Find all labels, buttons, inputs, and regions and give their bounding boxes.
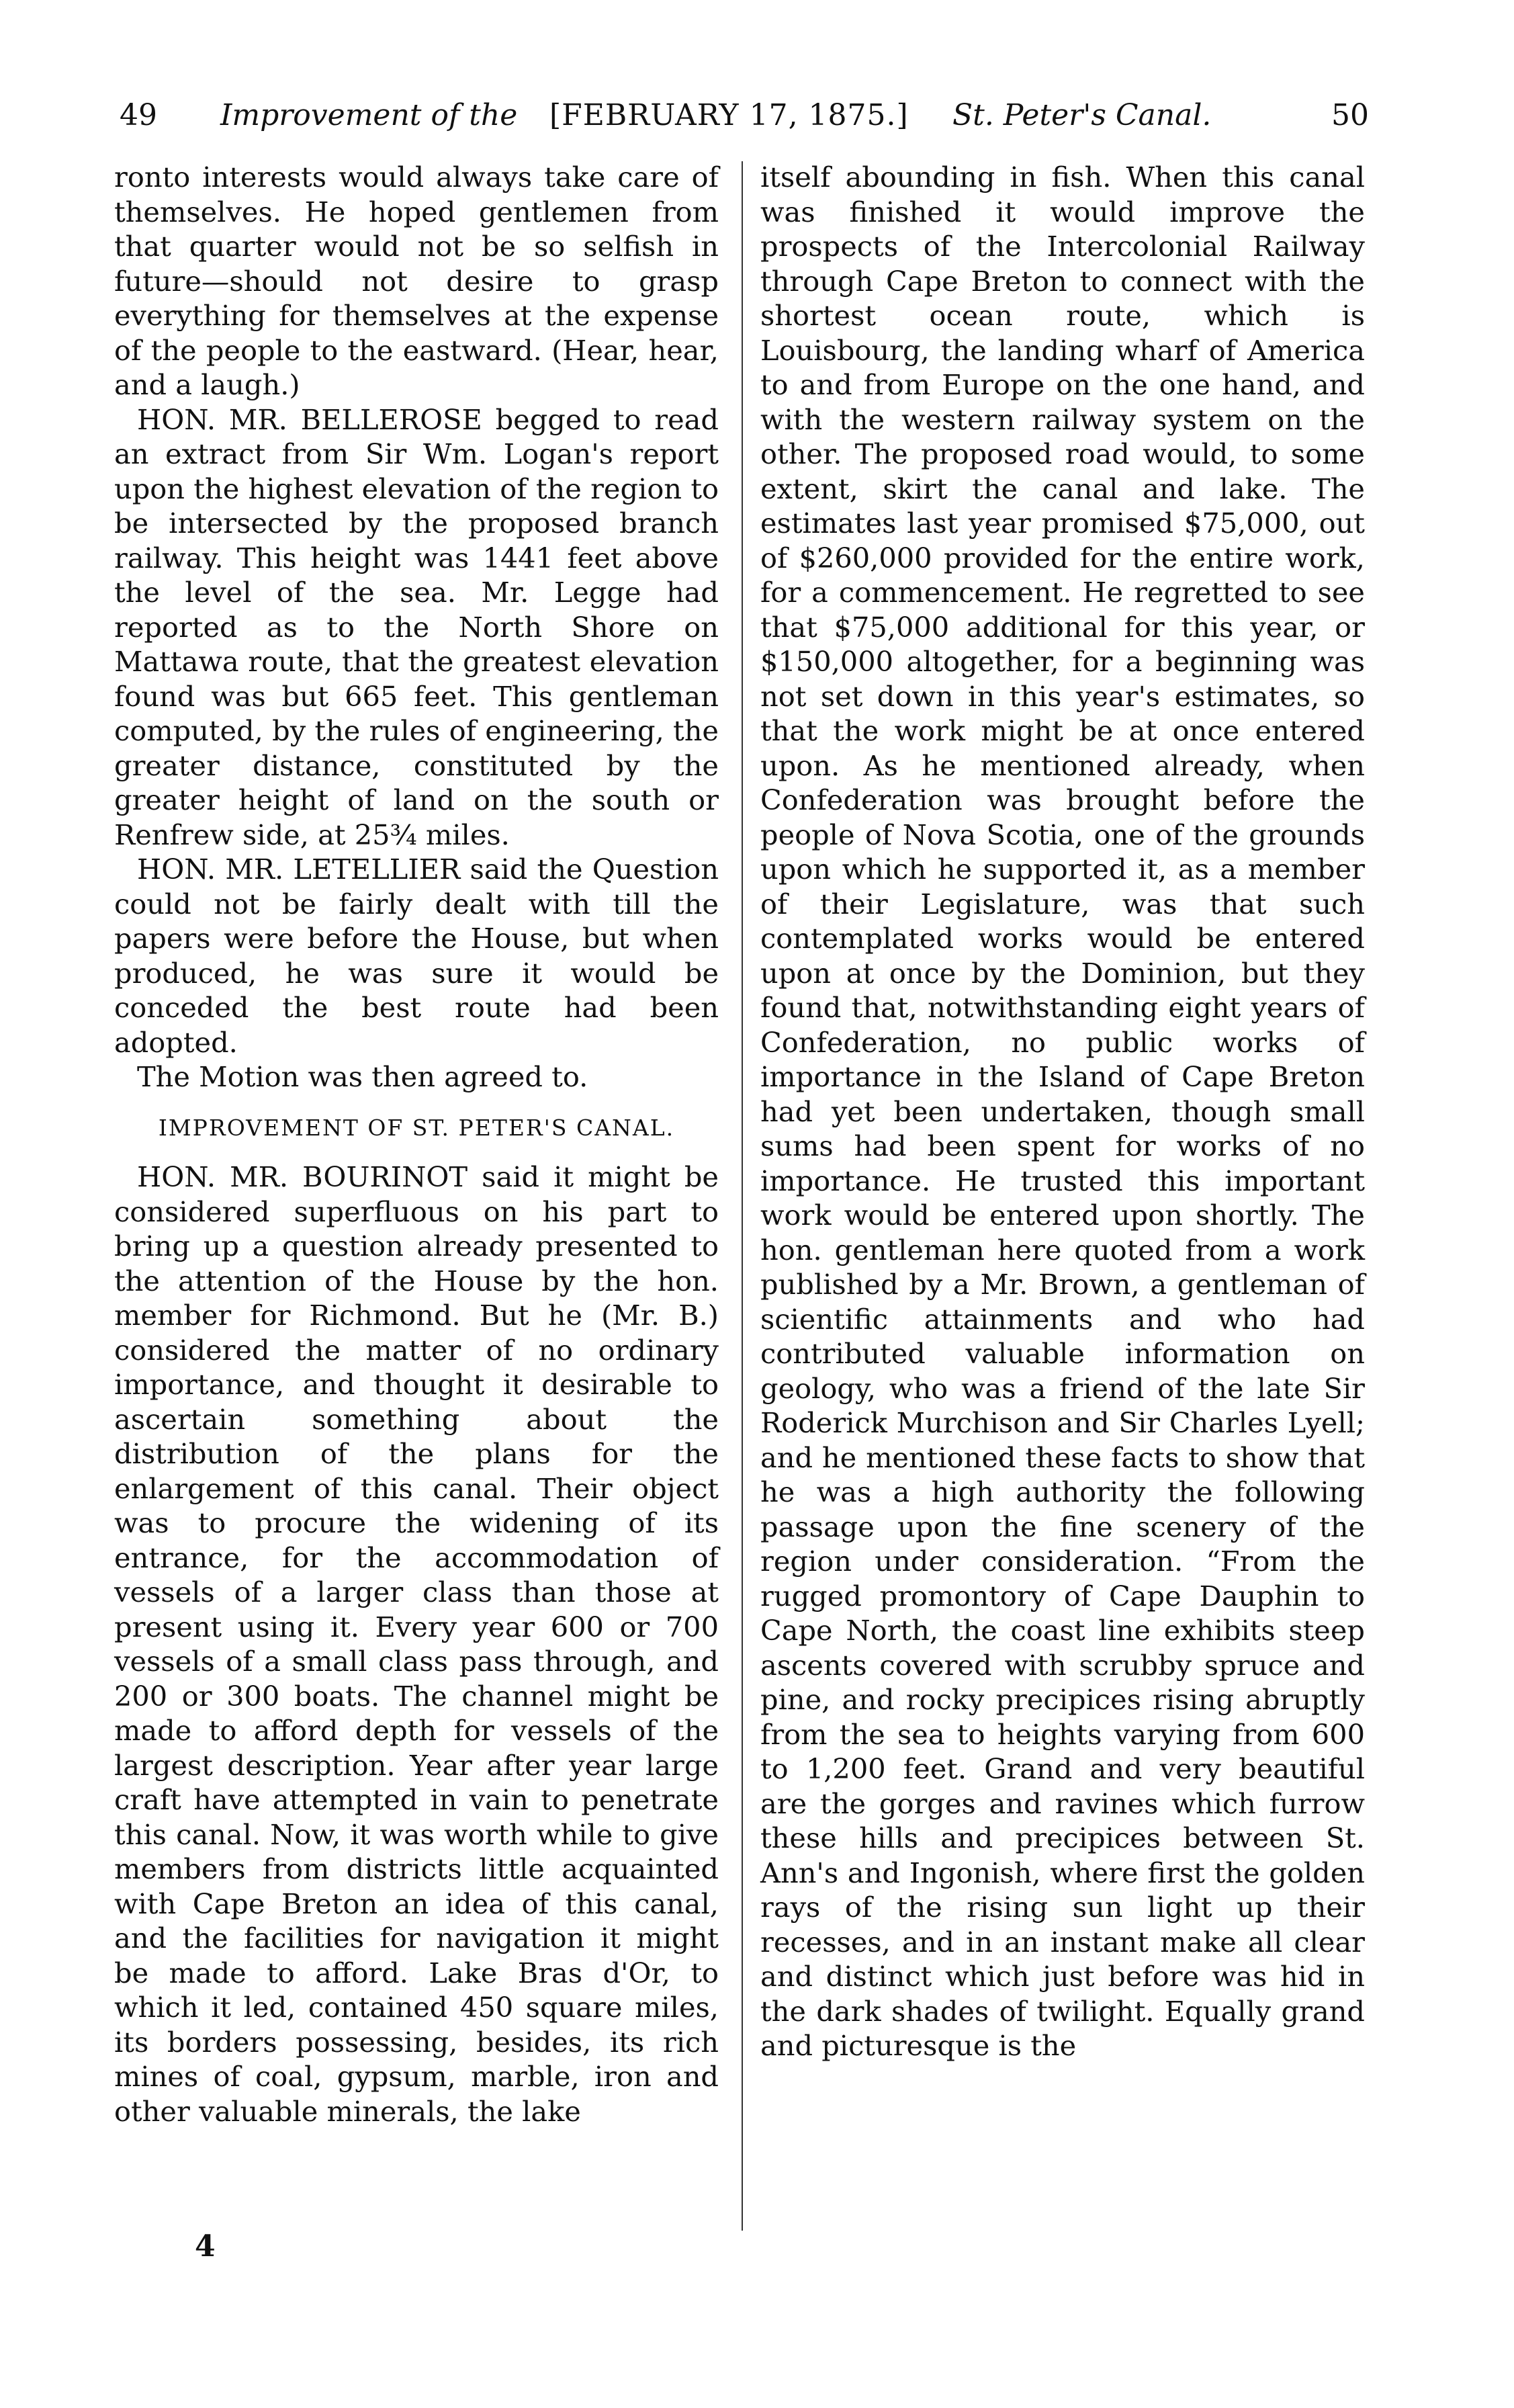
right-paragraph-1: itself abounding in fish. When this canal was finished it would improve the prospects of the Intercolonial Railway through Cape Breton to connect with the shortest ocean route, which is Louisbourg, the landing wharf of America to and from Europe on the one hand, and with the western railway system on the other. The proposed road would, to some extent, skirt the canal and lake. The estimates last year promised $75,000, out of $260,000 provided for the entire work, for a commencement. He regretted to see that $75,000 additional for this year, or $150,000 altogether, for a beginning was not set down in this year's estimates, so that the work might be at once entered upon. As he mentioned already, when Confederation was brought before the people of Nova Scotia, one of the grounds upon which he supported it, as a member of their Legislature, was that such contemplated works would be entered upon at once by the Dominion, but they found that, notwithstanding eight years of Confederation, no public works of importance in the Island of Cape Breton had yet been undertaken, though small sums had been spent for works of no importance. He trusted this important work would be entered upon shortly. The hon. gentleman here quoted from a work published by a Mr. Brown, a gentleman of scientific attainments and who had contributed valuable information on geology, who was a friend of the late Sir Roderick Murchison and Sir Charles Lyell; and he mentioned these facts to show that he was a high authority the following passage upon the fine scenery of the region under consideration. “From the rugged promontory of Cape Dauphin to Cape North, the coast line exhibits steep ascents covered with scrubby spruce and pine, and rocky precipices rising abruptly from the sea to heights varying from 600 to 1,200 feet. Grand and very beautiful are the gorges and ravines which furrow these hills and precipices between St. Ann's and Ingonish, where first the golden rays of the rising sun light up their recesses, and in an instant make all clear and distinct which just before was hid in the dark shades of twilight. Equally grand and picturesque is the: [760, 161, 1365, 2062]
left-paragraph-bourinot: HON. MR. BOURINOT said it might be considered superfluous on his part to bring up a question already presented to the attention of the House by the hon. member for Richmond. But he (Mr. B.) considered the matter of no ordinary importance, and thought it desirable to ascertain something about the distribution of the plans for the enlargement of this canal. Their object was to procure the widening of its entrance, for the accommodation of vessels of a larger class than those at present using it. Every year 600 or 700 vessels of a small class pass through, and 200 or 300 boats. The channel might be made to afford depth for vessels of the largest description. Year after year large craft have attempted in vain to penetrate this canal. Now, it was worth while to give members from districts little acquainted with Cape Breton an idea of this canal, and the facilities for navigation it might be made to afford. Lake Bras d'Or, to which it led, contained 450 square miles, its borders possessing, besides, its rich mines of coal, gypsum, marble, iron and other valuable minerals, the lake: [114, 1160, 719, 2128]
left-paragraph-bellerose: HON. MR. BELLEROSE begged to read an extract from Sir Wm. Logan's report upon the highest elevation of the region to be intersected by the proposed branch railway. This height was 1441 feet above the level of the sea. Mr. Legge had reported as to the North Shore on Mattawa route, that the greatest elevation found was but 665 feet. This gentleman computed, by the rules of engineering, the greater distance, constituted by the greater height of land on the south or Renfrew side, at 25¾ miles.: [114, 402, 719, 851]
page-header: [120, 95, 1369, 136]
right-running-title: St. Peter's Canal.: [952, 98, 1212, 132]
section-heading: IMPROVEMENT OF ST. PETER'S CANAL.: [158, 1114, 675, 1141]
left-page-number: 49: [120, 98, 157, 132]
left-column: [114, 160, 719, 2128]
left-paragraph-letellier: HON. MR. LETELLIER said the Question could not be fairly dealt with till the papers were before the House, but when produced, he was sure it would be conceded the best route had been adopted.: [114, 853, 719, 1059]
column-divider: [742, 161, 743, 2231]
left-paragraph-1: ronto interests would always take care of themselves. He hoped gentlemen from that quarter would not be so selfish in future—should not desire to grasp everything for themselves at the expense of the people to the eastward. (Hear, hear, and a laugh.): [114, 161, 719, 401]
right-column: [760, 160, 1365, 2063]
signature-mark: 4: [195, 2229, 216, 2264]
left-running-title: Improvement of the: [220, 98, 518, 132]
header-date: [FEBRUARY 17, 1875.]: [549, 98, 909, 132]
right-page-number: 50: [1331, 98, 1369, 132]
left-paragraph-motion: The Motion was then agreed to.: [137, 1060, 588, 1093]
